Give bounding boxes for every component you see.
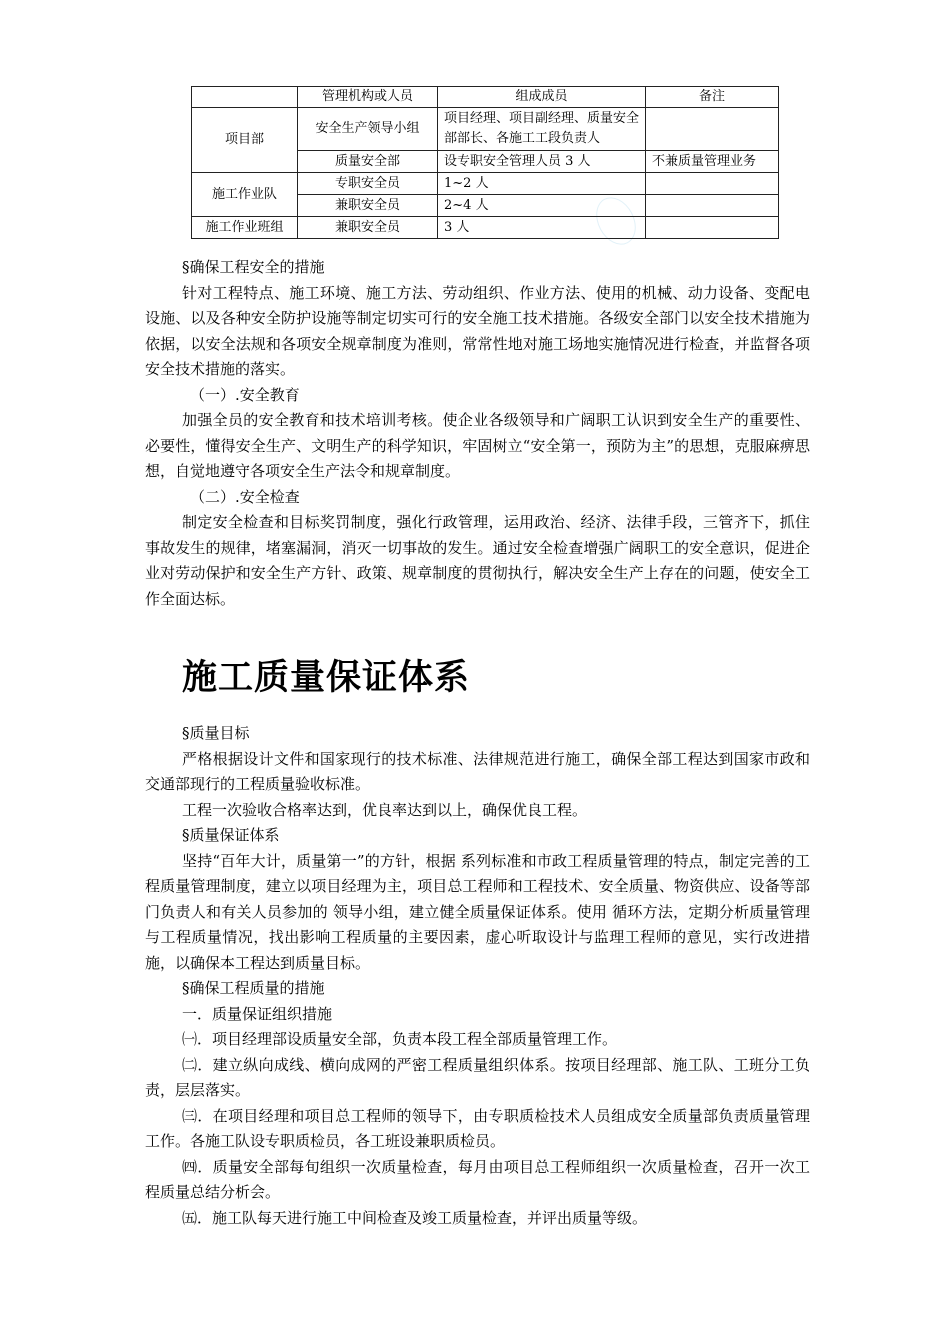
table-cell: 3 人 — [438, 217, 646, 239]
subsection-heading: （二）.安全检查 — [190, 487, 300, 506]
section-heading: §质量目标 — [182, 724, 250, 742]
table-cell: 兼职安全员 — [298, 217, 438, 239]
table-row — [192, 217, 779, 239]
quality-system-section — [145, 721, 810, 1231]
table-group-cell: 项目部 — [192, 108, 298, 173]
table-cell: 质量安全部 — [298, 151, 438, 173]
table-cell — [646, 173, 779, 195]
table-cell: 兼职安全员 — [298, 195, 438, 217]
table-cell: 1~2 人 — [438, 173, 646, 195]
subsection-heading: （一）.安全教育 — [190, 385, 300, 404]
table-cell — [646, 217, 779, 239]
table-cell: 项目经理、项目副经理、质量安全部部长、各施工工段负责人 — [438, 108, 646, 151]
table-cell — [646, 108, 779, 151]
chapter-title: 施工质量保证体系 — [182, 658, 471, 698]
list-item: ㈡．建立纵向成线、横向成网的严密工程质量组织体系。按项目经理部、施工队、工班分工负责，层层落实。 — [145, 1055, 810, 1099]
table-header-cell: 备注 — [646, 87, 779, 108]
table-row — [192, 173, 779, 195]
table-cell: 设专职安全管理人员 3 人 — [438, 151, 646, 173]
paragraph: 针对工程特点、施工环境、施工方法、劳动组织、作业方法、使用的机械、动力设备、变配电设施、以及各种安全防护设施等制定切实可行的安全施工技术措施。各级安全部门以安全技术措施为依据，以安全法规和各项安全规章制度为准则，常常性地对施工场地实施情况进行检查，并监督各项安全技术措施的落实。 — [145, 283, 810, 378]
table-group-cell: 施工作业班组 — [192, 217, 298, 239]
section-heading: §确保工程质量的措施 — [182, 979, 325, 997]
table-header-cell: 管理机构或人员 — [298, 87, 438, 108]
list-item: ㈤．施工队每天进行施工中间检查及竣工质量检查，并评出质量等级。 — [182, 1208, 648, 1227]
table-header-cell — [192, 87, 298, 108]
subsection-heading: 一．质量保证组织措施 — [182, 1004, 333, 1023]
table-header-cell: 组成成员 — [438, 87, 646, 108]
table-header-row — [192, 87, 779, 108]
table-group-cell: 施工作业队 — [192, 173, 298, 217]
list-item: ㈠．项目经理部设质量安全部，负责本段工程全部质量管理工作。 — [182, 1030, 618, 1048]
section-heading: §确保工程安全的措施 — [182, 258, 325, 276]
paragraph: 工程一次验收合格率达到，优良率达到以上，确保优良工程。 — [182, 800, 588, 819]
table-cell — [646, 195, 779, 217]
table-cell: 不兼质量管理业务 — [646, 151, 779, 173]
paragraph: 制定安全检查和目标奖罚制度，强化行政管理，运用政治、经济、法律手段，三管齐下，抓住事故发生的规律，堵塞漏洞，消灭一切事故的发生。通过安全检查增强广阔职工的安全意识，促进企业对劳动保护和安全生产方针、政策、规章制度的贯彻执行，解决安全生产上存在的问题，使安全工作全面达标。 — [145, 513, 810, 608]
table-cell: 安全生产领导小组 — [298, 108, 438, 151]
list-item: ㈢．在项目经理和项目总工程师的领导下，由专职质检技术人员组成安全质量部负责质量管理工作。各施工队设专职质检员，各工班设兼职质检员。 — [145, 1106, 810, 1150]
safety-organization-table — [191, 86, 779, 239]
paragraph: 加强全员的安全教育和技术培训考核。使企业各级领导和广阔职工认识到安全生产的重要性、必要性，懂得安全生产、文明生产的科学知识，牢固树立“安全第一，预防为主”的思想，克服麻痹思想，自觉地遵守各项安全生产法令和规章制度。 — [145, 411, 810, 480]
safety-measures-section — [145, 255, 810, 612]
list-item: ㈣．质量安全部每旬组织一次质量检查，每月由项目总工程师组织一次质量检查，召开一次工程质量总结分析会。 — [145, 1157, 810, 1201]
section-heading: §质量保证体系 — [182, 826, 280, 844]
table-cell: 2~4 人 — [438, 195, 646, 217]
paragraph: 坚持“百年大计，质量第一”的方针，根据 系列标准和市政工程质量管理的特点，制定完善的工程质量管理制度，建立以项目经理为主，项目总工程师和工程技术、安全质量、物资供应、设备等部门负责人和有关人员参加的 领导小组，建立健全质量保证体系。使用 循环方法，定期分析质量管理与工程质量情况，找出影响工程质量的主要因素，虚心听取设计与监理工程师的意见，实行改进措施，以确保本工程达到质量目标。 — [145, 851, 810, 972]
table-row — [192, 108, 779, 151]
table-cell: 专职安全员 — [298, 173, 438, 195]
paragraph: 严格根据设计文件和国家现行的技术标准、法律规范进行施工，确保全部工程达到国家市政和交通部现行的工程质量验收标准。 — [145, 749, 810, 793]
